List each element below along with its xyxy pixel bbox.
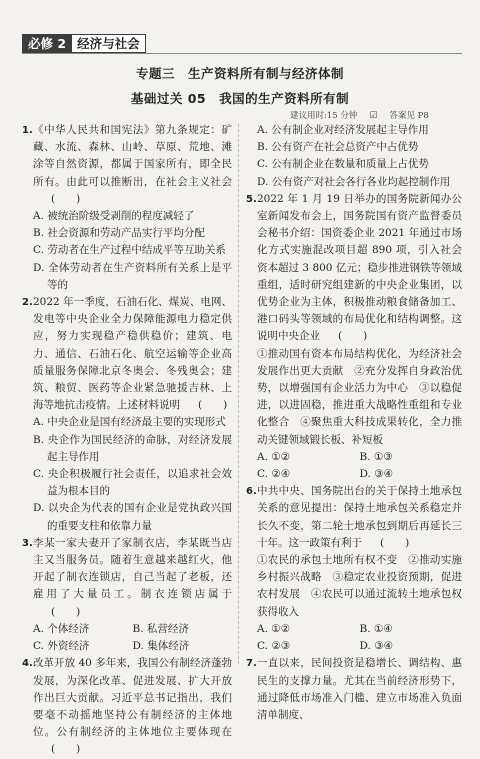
question-stem: 一直以来，民间投资是稳增长、调结构、惠民生的支撑力量。尤其在当前经济形势下，通过降低市场准入门槛、建立市场准入负面清单制度、: [257, 657, 462, 721]
options-row: [257, 466, 462, 483]
option-b: B. ①④: [359, 622, 393, 635]
option-d: D. 集体经济: [132, 640, 190, 653]
answer-paren: ( ): [380, 536, 410, 549]
option-a: A. 公有制企业对经济发展起主导作用: [257, 124, 429, 136]
option-c: C. ②③: [257, 640, 291, 653]
question-stem: [257, 483, 462, 552]
options-row: [257, 449, 462, 466]
statements: ①推动国有资本布局结构优化，为经济社会发展作出更大贡献 ②充分发挥自身政治优势，以增强国有企业活力为中心 ③以稳促进，以进固稳，推进重大战略性重组和专业化整合 ④聚焦重大科技成果转化，全力推动关键领域锻长板、补短板: [257, 347, 462, 446]
module-tag: [22, 34, 146, 53]
check-icon: ☑: [369, 111, 378, 121]
options-row: [33, 621, 232, 638]
suggested-time: 建议用时:15 分钟: [290, 111, 358, 121]
question-6: [246, 483, 462, 655]
left-column: [22, 122, 232, 759]
stem-text: 2022 年一季度，石油石化、煤炭、电网、发电等中央企业全力保障能源电力稳定供应，努力实现稳产稳供稳价；建筑、电力、通信、石油石化、航空运输等企业高质量服务保障北京冬奥会、冬残奥会；建筑、粮贸、医药等企业紧急驰援吉林、上海等地抗击疫情。上述材料说明: [33, 296, 232, 412]
option-a: A. ①②: [257, 622, 291, 635]
question-7: [246, 655, 462, 724]
question-4: [22, 655, 232, 758]
option-a: A. 个体经济: [33, 622, 90, 635]
answer-paren: ( ): [338, 330, 368, 343]
module-title: 经济与社会: [71, 34, 146, 53]
option-a: A. ①②: [257, 450, 291, 463]
answer-ref-text: 答案见 P8: [389, 111, 429, 121]
question-number: 5.: [246, 193, 257, 205]
answer-paren: ( ): [51, 605, 81, 618]
stem-text: 《中华人民共和国宪法》第九条规定：矿藏、水流、森林、山岭、草原、荒地、滩涂等自然资源，都属于国家所有，即全民所有。由此可以推断出，在社会主义社会: [33, 124, 232, 188]
question-number: 4.: [22, 658, 33, 670]
column-divider: [238, 124, 239, 664]
question-1: [22, 122, 232, 294]
question-3: [22, 535, 232, 655]
meta-line: [290, 109, 429, 121]
option-d: D. 以央企为代表的国有企业是党执政兴国的重要支柱和依靠力量: [33, 502, 232, 532]
options-row: [257, 638, 462, 655]
option-b: B. ①③: [359, 450, 393, 463]
option-d: D. ③④: [359, 468, 394, 481]
question-stem: [33, 122, 232, 208]
question-4-options: [246, 122, 462, 191]
option-d: D. 全体劳动者在生产资料所有关系上是平等的: [33, 261, 232, 291]
option-c: C. 外资经济: [33, 640, 90, 653]
option-a: A. 中央企业是国有经济最主要的实现形式: [33, 416, 226, 429]
module-number: 必修 2: [22, 34, 71, 53]
answer-paren: ( ): [198, 399, 228, 412]
question-number: 3.: [22, 537, 33, 549]
question-stem: [257, 191, 462, 346]
question-2: [22, 294, 232, 535]
option-a: A. 被统治阶级受剥削的程度减轻了: [33, 210, 195, 223]
option-c: C. 公有制企业在数量和质量上占优势: [257, 158, 429, 171]
question-5: [246, 191, 462, 483]
answer-ref: [369, 111, 428, 121]
question-stem: [33, 655, 232, 758]
answer-paren: ( ): [51, 743, 81, 756]
question-stem: [33, 294, 232, 414]
right-column: [246, 122, 462, 724]
option-c: C. 劳动者在生产过程中结成平等互助关系: [33, 244, 226, 257]
lesson-title: 基础过关 05 我国的生产资料所有制: [130, 91, 350, 106]
option-b: B. 私营经济: [132, 622, 189, 635]
stem-text: 中共中央、国务院出台的关于保持土地承包关系的意见提出：保持土地承包关系稳定并长久不变，第二轮土地承包到期后再延长三十年。这一政策有利于: [257, 485, 462, 549]
options-row: [257, 621, 462, 638]
option-c: C. ②④: [257, 468, 291, 481]
question-number: 2.: [22, 297, 33, 309]
topic-title: 专题三 生产资料所有制与经济体制: [135, 66, 344, 81]
question-number: 1.: [22, 125, 33, 136]
statements: ①农民的承包土地所有权不变 ②推动实施乡村振兴战略 ③稳定农业投资预期，促进农村发展 ④农民可以通过流转土地承包权获得收入: [257, 554, 462, 618]
header-rule: [22, 53, 462, 54]
stem-text: 改革开放 40 多年来，我国公有制经济蓬勃发展，为深化改革、促进发展、扩大开放作出巨大贡献。习近平总书记指出，我们要毫不动摇地坚持公有制经济的主体地位。公有制经济的主体地位主要体现在: [33, 657, 232, 739]
question-stem: [33, 535, 232, 621]
option-d: D. 公有资产对社会各行各业均起控制作用: [257, 175, 451, 188]
answer-paren: ( ): [51, 192, 81, 205]
option-c: C. 央企积极履行社会责任，以追求社会效益为根本目的: [33, 468, 232, 498]
option-b: B. 央企作为国民经济的命脉，对经济发展起主导作用: [33, 433, 232, 463]
stem-text: 2022 年 1 月 19 日举办的国务院新闻办公室新闻发布会上，国务院国有资产监督委员会秘书介绍：国资委企业 2021 年通过市场化方式实施混改项目超 890 项，引入社会资本超过 3 800 亿元；稳步推进钢铁等领域重组，适时研究组建新的中央企业集团，以优势企业为主体，积极推动粮食储备加工、港口码头等领域的布局优化和结构调整。这说明中央企业: [257, 192, 462, 343]
option-d: D. ③④: [359, 640, 394, 653]
stem-text: 李某一家夫妻开了家制衣店，李某既当店主又当服务员。随着生意越来越红火，他开起了制衣连锁店，自己当起了老板，还雇用了大量员工。制衣连锁店属于: [33, 536, 232, 601]
question-number: 7.: [246, 658, 257, 670]
option-b: B. 社会资源和劳动产品实行平均分配: [33, 227, 205, 240]
option-b: B. 公有资产在社会总资产中占优势: [257, 141, 419, 154]
question-number: 6.: [246, 486, 257, 498]
options-row: [33, 638, 232, 655]
